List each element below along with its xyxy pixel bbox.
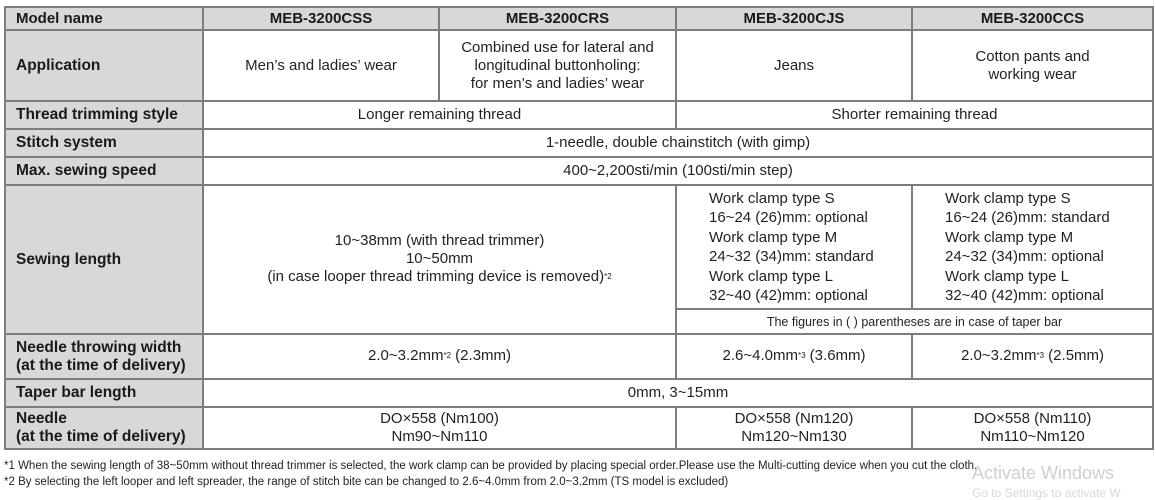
clamp-line: 24~32 (34)mm: standard [709,248,874,265]
needle-ccs: DO×558 (Nm110) Nm110~Nm120 [912,407,1153,449]
max-speed-value: 400~2,200sti/min (100sti/min step) [203,157,1153,185]
clamp-line: 16~24 (26)mm: standard [945,209,1110,226]
clamp-line: Work clamp type S [709,189,835,207]
needle-throwing-css-crs: $2.0\sim 3.2mm^{*2}$ (2.3mm) [203,334,676,379]
activate-windows-watermark: Activate Windows [972,463,1115,483]
needle-cjs: DO×558 (Nm120) Nm120~Nm130 [676,407,912,449]
clamp-line: 32~40 (42)mm: optional [945,287,1104,304]
application-cjs-cell: Jeans [676,30,912,101]
model-name-label: Model name [5,7,203,30]
needle-throwing-cjs: $2.6\sim 4.0mm^{*3}$ (3.6mm) [676,334,912,379]
spec-table [4,6,1154,450]
footnote-1: *1 When the sewing length of 38~50mm without thread trimmer is selected, the work clamp can be provided by placing special order.Please use the Multi-cutting device when you cut the cloth. [4,460,978,472]
model-css-header: MEB-3200CSS [203,7,439,30]
sewing-length-cjs [676,185,912,309]
application-ccs-cell [912,30,1153,101]
sewing-length-ccs [912,185,1153,309]
sewing-length-css-crs [203,185,676,334]
thread-trimming-label: Thread trimming style [5,101,203,129]
application-ccs-line: Cotton pants and [975,47,1090,65]
taper-bar-label: Taper bar length [5,379,203,407]
application-row [5,30,1153,101]
application-crs-line: Combined use for lateral and [461,38,654,56]
stitch-system-row [5,129,1153,157]
stitch-system-value: 1-needle, double chainstitch (with gimp) [203,129,1153,157]
needle-row [5,407,1153,449]
taper-bar-value: 0mm, 3~15mm [203,379,1153,407]
max-speed-row [5,157,1153,185]
taper-bar-row [5,379,1153,407]
thread-trimming-cjs-ccs: Shorter remaining thread [676,101,1153,129]
clamp-line: Work clamp type M [709,228,838,246]
clamp-line: Work clamp type L [945,267,1069,285]
model-ccs-header: MEB-3200CCS [912,7,1153,30]
application-css-cell: Men’s and ladies’ wear [203,30,439,101]
sewing-length-line: (in case looper thread trimming device is removed)$^{*2}$ [267,267,612,285]
clamp-line: Work clamp type S [945,189,1071,207]
clamp-line: 16~24 (26)mm: optional [709,209,868,226]
needle-throwing-ccs: $2.0\sim 3.2mm^{*3}$ (2.5mm) [912,334,1153,379]
needle-throwing-label: Needle throwing width (at the time of delivery) [5,334,203,379]
needle-label: Needle (at the time of delivery) [5,407,203,449]
thread-trimming-css-crs: Longer remaining thread [203,101,676,129]
sewing-length-line: 10~38mm (with thread trimmer) [334,231,545,249]
needle-throwing-row [5,334,1153,379]
header-row [5,7,1153,30]
clamp-line: 32~40 (42)mm: optional [709,287,868,304]
sewing-length-line: 10~50mm [405,249,474,267]
application-crs-line: longitudinal buttonholing: [474,56,641,74]
stitch-system-label: Stitch system [5,129,203,157]
clamp-line: Work clamp type L [709,267,833,285]
footnote-ref-2: *2 [604,271,612,281]
sewing-length-row [5,185,1153,309]
application-crs-line: for men’s and ladies’ wear [470,74,645,92]
activate-windows-subtitle: Go to Settings to activate W [972,486,1121,500]
footnotes [4,458,977,490]
application-label: Application [5,30,203,101]
sewing-length-label: Sewing length [5,185,203,334]
clamp-line: Work clamp type M [945,228,1074,246]
model-cjs-header: MEB-3200CJS [676,7,912,30]
model-crs-header: MEB-3200CRS [439,7,676,30]
needle-css-crs: DO×558 (Nm100) Nm90~Nm110 [203,407,676,449]
taper-bar-note: The figures in ( ) parentheses are in case of taper bar [676,309,1153,334]
application-ccs-line: working wear [988,65,1077,83]
footnote-2: *2 By selecting the left looper and left spreader, the range of stitch bite can be changed to 2.6~4.0mm from 2.0~3.2mm (TS model is excluded) [4,476,729,488]
clamp-line: 24~32 (34)mm: optional [945,248,1104,265]
thread-trimming-row [5,101,1153,129]
application-crs-cell [439,30,676,101]
max-speed-label: Max. sewing speed [5,157,203,185]
